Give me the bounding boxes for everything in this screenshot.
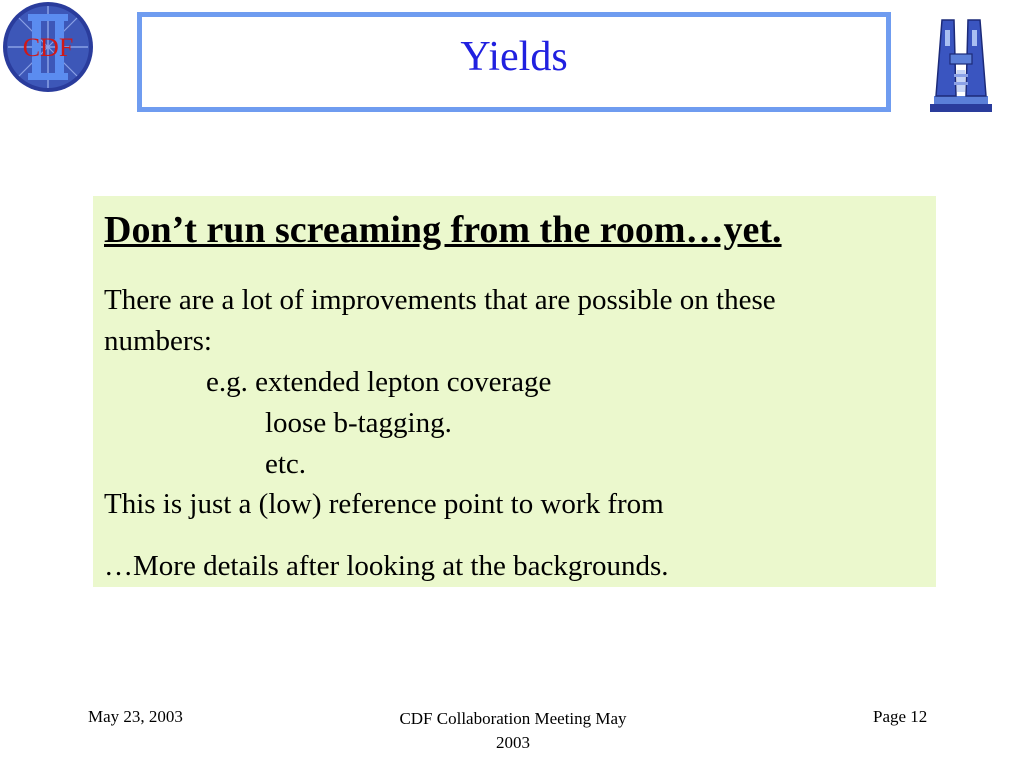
slide-title: Yields [460, 34, 568, 80]
paragraph-line-1: There are a lot of improvements that are possible on these [104, 284, 776, 316]
footer-date: May 23, 2003 [88, 707, 183, 726]
footer-meeting-line-1: CDF Collaboration Meeting May [399, 709, 627, 728]
footer-page-number: Page 12 [873, 707, 928, 726]
content-heading: Don’t run screaming from the room…yet. [104, 209, 782, 251]
paragraph-line-2: numbers: [104, 325, 212, 357]
logo-text: CDF [22, 33, 74, 62]
example-item-2: loose b-tagging. [265, 407, 452, 439]
footer-meeting [370, 707, 656, 755]
content-box [93, 196, 936, 587]
title-box [137, 12, 891, 112]
footer-meeting-line-2: 2003 [496, 733, 530, 752]
example-item-3: etc. [265, 448, 307, 480]
more-details-line: …More details after looking at the backgrounds. [104, 550, 669, 582]
example-item-1: e.g. extended lepton coverage [206, 366, 552, 398]
cdf-logo-icon [0, 0, 98, 98]
reference-line: This is just a (low) reference point to work from [104, 488, 664, 520]
h-logo-icon [926, 12, 996, 116]
